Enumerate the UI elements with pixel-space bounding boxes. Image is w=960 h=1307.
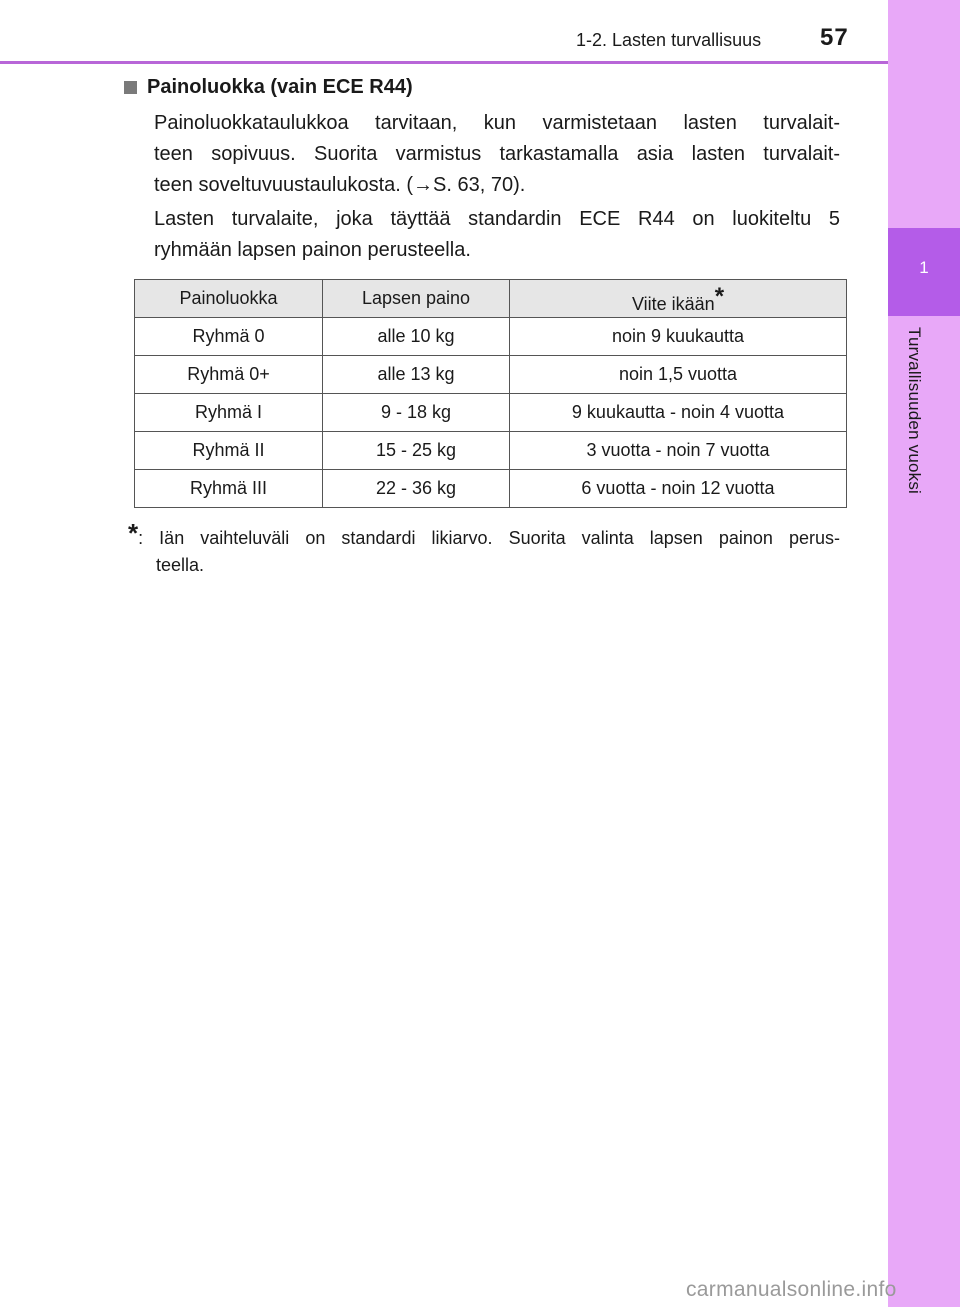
table-cell: 6 vuotta - noin 12 vuotta xyxy=(510,470,847,508)
footnote-mark: * xyxy=(714,282,725,310)
column-header: Painoluokka xyxy=(135,280,323,318)
chapter-side-tab xyxy=(888,0,960,1307)
footnote-text: : Iän vaihteluväli on standardi likiarvo. Suorita valinta lapsen painon perus- xyxy=(138,528,840,548)
paragraph-line: teen sopivuus. Suorita varmistus tarkastamalla asia lasten turvalait- xyxy=(154,143,840,165)
square-bullet-icon xyxy=(124,81,137,94)
header-rule xyxy=(0,61,888,64)
table-cell: 9 kuukautta - noin 4 vuotta xyxy=(510,394,847,432)
section-heading xyxy=(124,76,413,99)
column-header: Lapsen paino xyxy=(323,280,510,318)
column-header-text: Viite ikään xyxy=(631,293,715,314)
paragraph-line: teen soveltuvuustaulukosta. (→S. 63, 70). xyxy=(154,174,526,196)
table-row xyxy=(135,356,847,394)
paragraph-line: ryhmään lapsen painon perusteella. xyxy=(154,239,471,261)
column-header-age xyxy=(510,280,847,318)
table-row xyxy=(135,318,847,356)
chapter-title: Turvallisuuden vuoksi xyxy=(905,327,924,495)
chapter-number: 1 xyxy=(919,258,929,277)
watermark: carmanualsonline.info xyxy=(686,1278,897,1301)
table-cell: 9 - 18 kg xyxy=(323,394,510,432)
page-number: 57 xyxy=(820,24,849,51)
table-cell: alle 10 kg xyxy=(323,318,510,356)
paragraph-2 xyxy=(154,204,840,266)
paragraph-1 xyxy=(154,108,840,201)
footnote-line: teella. xyxy=(156,555,205,575)
page-header xyxy=(0,0,888,64)
section-title: 1-2. Lasten turvallisuus xyxy=(576,30,762,50)
weight-class-table xyxy=(134,279,847,508)
table-cell: Ryhmä 0 xyxy=(135,318,323,356)
table-cell: Ryhmä II xyxy=(135,432,323,470)
footnote-line xyxy=(128,520,840,552)
table-cell: 15 - 25 kg xyxy=(323,432,510,470)
paragraph-line: Painoluokkataulukkoa tarvitaan, kun varmistetaan lasten turvalait- xyxy=(154,112,840,134)
table-cell: alle 13 kg xyxy=(323,356,510,394)
paragraph-line: Lasten turvalaite, joka täyttää standardin ECE R44 on luokiteltu 5 xyxy=(154,208,840,230)
table-row xyxy=(135,394,847,432)
table-footnote xyxy=(128,520,840,579)
table-cell: Ryhmä 0+ xyxy=(135,356,323,394)
table-cell: 22 - 36 kg xyxy=(323,470,510,508)
footnote-mark: * xyxy=(128,518,139,548)
table-cell: noin 9 kuukautta xyxy=(510,318,847,356)
section-heading-text: Painoluokka (vain ECE R44) xyxy=(147,76,413,98)
table-cell: noin 1,5 vuotta xyxy=(510,356,847,394)
table-cell: 3 vuotta - noin 7 vuotta xyxy=(510,432,847,470)
table-cell: Ryhmä I xyxy=(135,394,323,432)
table-cell: Ryhmä III xyxy=(135,470,323,508)
table-row xyxy=(135,432,847,470)
table-header-row xyxy=(135,280,847,318)
table-row xyxy=(135,470,847,508)
